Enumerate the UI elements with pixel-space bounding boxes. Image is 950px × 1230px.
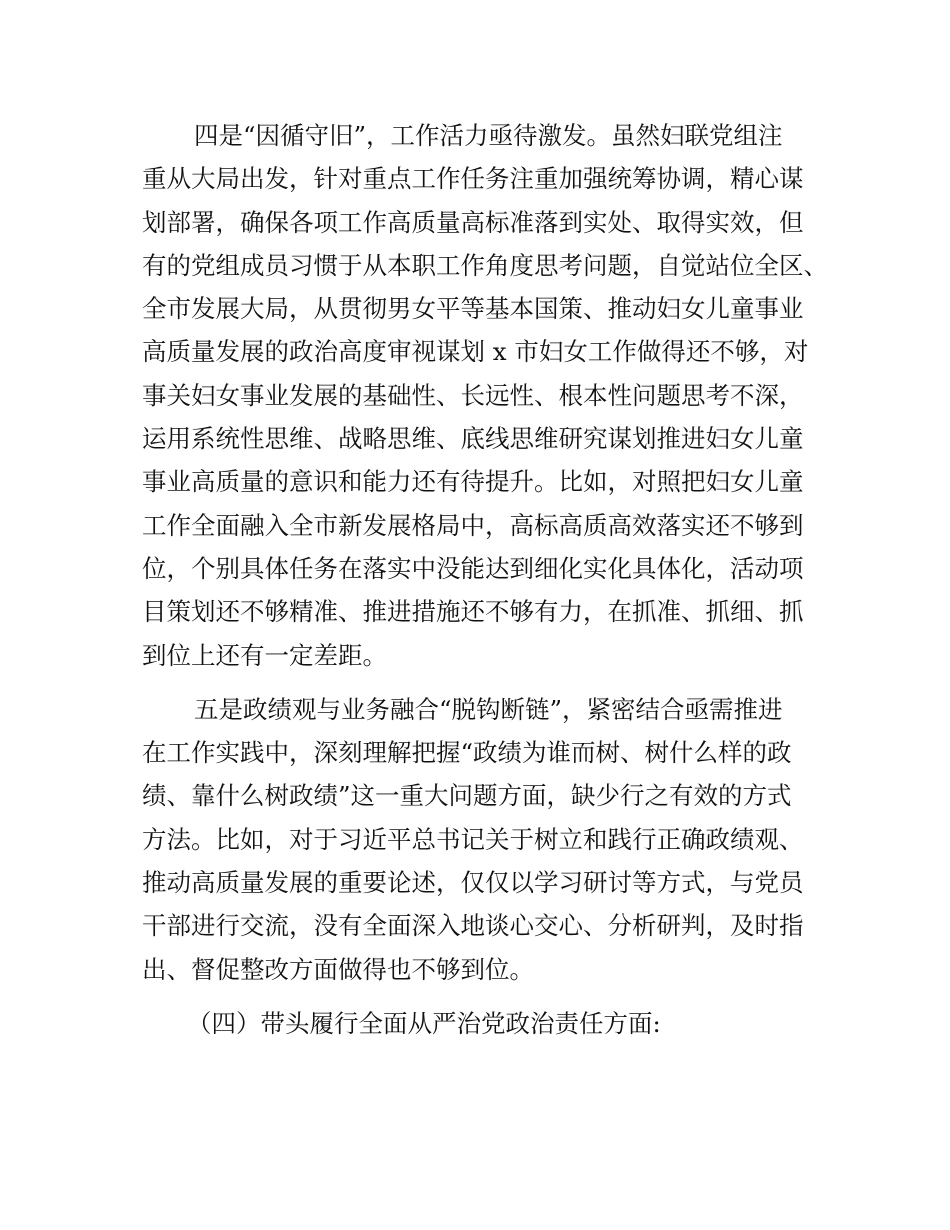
paragraph-spacer <box>142 991 818 1002</box>
paragraph-line: 目策划还不够精准、推进措施还不够有力，在抓准、抓细、抓 <box>142 597 804 627</box>
paragraph-line: 事关妇女事业发展的基础性、长远性、根本性问题思考不深， <box>142 380 804 410</box>
paragraph-line: 到位上还有一定差距。 <box>142 640 387 670</box>
paragraph-line: 在工作实践中，深刻理解把握“政绩为谁而树、树什么样的政 <box>142 738 792 768</box>
paragraph-line: 事业高质量的意识和能力还有待提升。比如，对照把妇女儿童 <box>142 467 804 497</box>
paragraph-line: 绩、靠什么树政绩”这一重大问题方面，缺少行之有效的方式 <box>142 781 792 811</box>
paragraph-line: 出、督促整改方面做得也不够到位。 <box>142 954 534 984</box>
document-body <box>142 114 828 1045</box>
paragraph-line: 运用系统性思维、战略思维、底线思维研究谋划推进妇女儿童 <box>142 424 804 454</box>
paragraph-spacer <box>142 677 818 688</box>
paragraph-line: 方法。比如，对于习近平总书记关于树立和践行正确政绩观、 <box>142 824 804 854</box>
paragraph-5 <box>142 688 818 991</box>
paragraph-line: 五是政绩观与业务融合“脱钩断链”，紧密结合亟需推进 <box>194 694 783 724</box>
paragraph-line: 位，个别具体任务在落实中没能达到细化实化具体化，活动项 <box>142 553 804 583</box>
paragraph-line: 四是“因循守旧”，工作活力亟待激发。虽然妇联党组注 <box>194 121 783 150</box>
paragraph-line: 推动高质量发展的重要论述，仅仅以学习研讨等方式，与党员 <box>142 868 804 898</box>
paragraph-4 <box>142 114 828 677</box>
paragraph-line: 高质量发展的政治高度审视谋划 x 市妇女工作做得还不够，对 <box>142 337 809 367</box>
paragraph-line: 干部进行交流，没有全面深入地谈心交心、分析研判，及时指 <box>142 911 804 941</box>
paragraph-line: 工作全面融入全市新发展格局中，高标高质高效落实还不够到 <box>142 510 804 540</box>
paragraph-line: 划部署，确保各项工作高质量高标准落到实处、取得实效，但 <box>142 207 804 237</box>
paragraph-line: 全市发展大局，从贯彻男女平等基本国策、推动妇女儿童事业 <box>142 294 804 324</box>
paragraph-line: 有的党组成员习惯于从本职工作角度思考问题，自觉站位全区、 <box>142 250 828 280</box>
section-heading: （四）带头履行全面从严治党政治责任方面: <box>187 1008 661 1038</box>
paragraph-line: 重从大局出发，针对重点工作任务注重加强统筹协调，精心谋 <box>142 164 804 194</box>
